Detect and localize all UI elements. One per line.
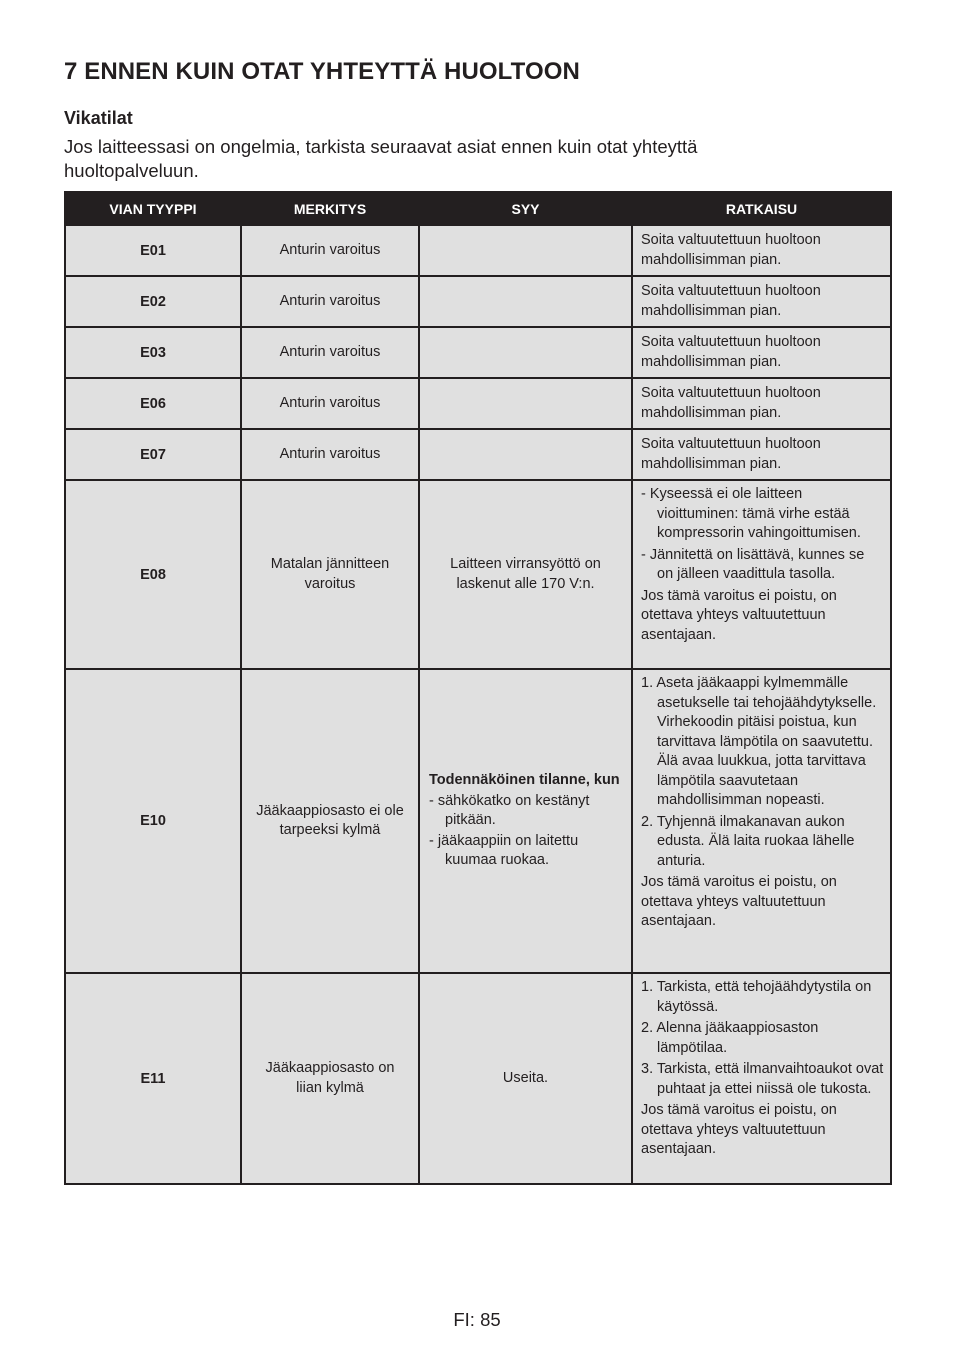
error-cause [419, 327, 632, 378]
section-subheading: Vikatilat [64, 108, 133, 128]
error-code: E06 [65, 378, 241, 429]
table-row [65, 429, 891, 480]
error-code: E11 [65, 973, 241, 1184]
solution-note: Jos tämä varoitus ei poistu, on otettava yhteys valtuutettuun asentajaan. [641, 874, 837, 929]
error-cause [419, 378, 632, 429]
error-solution [632, 480, 891, 669]
error-solution [632, 973, 891, 1184]
error-cause [419, 429, 632, 480]
solution-note: Jos tämä varoitus ei poistu, on otettava yhteys valtuutettuun asentajaan. [641, 1102, 837, 1157]
error-code-table [64, 191, 892, 1185]
error-cause [419, 225, 632, 276]
solution-item: 2. Tyhjennä ilmakanavan aukon edusta. Älä laita ruokaa lähelle anturia. [641, 813, 855, 869]
error-solution [632, 669, 891, 973]
error-meaning: Matalan jännitteen varoitus [241, 480, 419, 669]
error-code: E08 [65, 480, 241, 669]
solution-item: 3. Tarkista, että ilmanvaihtoaukot ovat puhtaat ja ettei niissä ole tukosta. [641, 1061, 884, 1097]
error-cause: Useita. [419, 973, 632, 1184]
error-meaning: Anturin varoitus [241, 225, 419, 276]
error-meaning: Anturin varoitus [241, 276, 419, 327]
table-row [65, 225, 891, 276]
table-header [65, 192, 891, 225]
cause-title: Todennäköinen tilanne, kun [429, 772, 620, 789]
error-meaning: Anturin varoitus [241, 378, 419, 429]
error-code: E01 [65, 225, 241, 276]
column-header-type: VIAN TYYPPI [65, 192, 241, 225]
error-meaning: Jääkaappiosasto on liian kylmä [241, 973, 419, 1184]
column-header-meaning: MERKITYS [241, 192, 419, 225]
cause-item: - jääkaappiin on laitettu kuumaa ruokaa. [429, 832, 579, 869]
page-title: 7 ENNEN KUIN OTAT YHTEYTTÄ HUOLTOON [64, 58, 580, 85]
column-header-solution: RATKAISU [632, 192, 891, 225]
error-cause [419, 276, 632, 327]
table-row [65, 669, 891, 973]
error-solution: Soita valtuutettuun huoltoon mahdollisimman pian. [632, 327, 891, 378]
column-header-cause: SYY [419, 192, 632, 225]
error-cause: Laitteen virransyöttö on laskenut alle 170 V:n. [419, 480, 632, 669]
error-code: E07 [65, 429, 241, 480]
solution-item: 1. Aseta jääkaappi kylmemmälle asetukselle tai tehojäähdytykselle. Virhekoodin pitäisi poistua, kun tarvittava lämpötila on saavutettu. Älä avaa luukkua, jotta tarvittava lämpötila saavutetaan mahdollisimman nopeasti. [641, 675, 877, 808]
error-solution: Soita valtuutettuun huoltoon mahdollisimman pian. [632, 429, 891, 480]
cause-item: - sähkökatko on kestänyt pitkään. [429, 792, 590, 829]
solution-item: 2. Alenna jääkaappiosaston lämpötilaa. [641, 1020, 819, 1056]
solution-item: - Jännitettä on lisättävä, kunnes se on jälleen vaadittula tasolla. [641, 546, 865, 582]
error-code: E10 [65, 669, 241, 973]
error-code: E03 [65, 327, 241, 378]
page-number: FI: 85 [453, 1309, 501, 1330]
solution-note: Jos tämä varoitus ei poistu, on otettava yhteys valtuutettuun asentajaan. [641, 587, 837, 643]
error-solution: Soita valtuutettuun huoltoon mahdollisimman pian. [632, 276, 891, 327]
error-code: E02 [65, 276, 241, 327]
table-row [65, 973, 891, 1184]
solution-item: 1. Tarkista, että tehojäähdytystila on käytössä. [641, 979, 872, 1015]
intro-paragraph: Jos laitteessasi on ongelmia, tarkista seuraavat asiat ennen kuin otat yhteyttä huoltopalveluun. [64, 136, 698, 181]
solution-item: - Kyseessä ei ole laitteen vioittuminen: tämä virhe estää kompressorin vahingoittumisen. [641, 486, 861, 541]
error-cause [419, 669, 632, 973]
error-meaning: Jääkaappiosasto ei ole tarpeeksi kylmä [241, 669, 419, 973]
table-row [65, 480, 891, 669]
table-row [65, 327, 891, 378]
table-row [65, 378, 891, 429]
table-row [65, 276, 891, 327]
error-meaning: Anturin varoitus [241, 327, 419, 378]
error-solution: Soita valtuutettuun huoltoon mahdollisimman pian. [632, 225, 891, 276]
error-solution: Soita valtuutettuun huoltoon mahdollisimman pian. [632, 378, 891, 429]
error-meaning: Anturin varoitus [241, 429, 419, 480]
